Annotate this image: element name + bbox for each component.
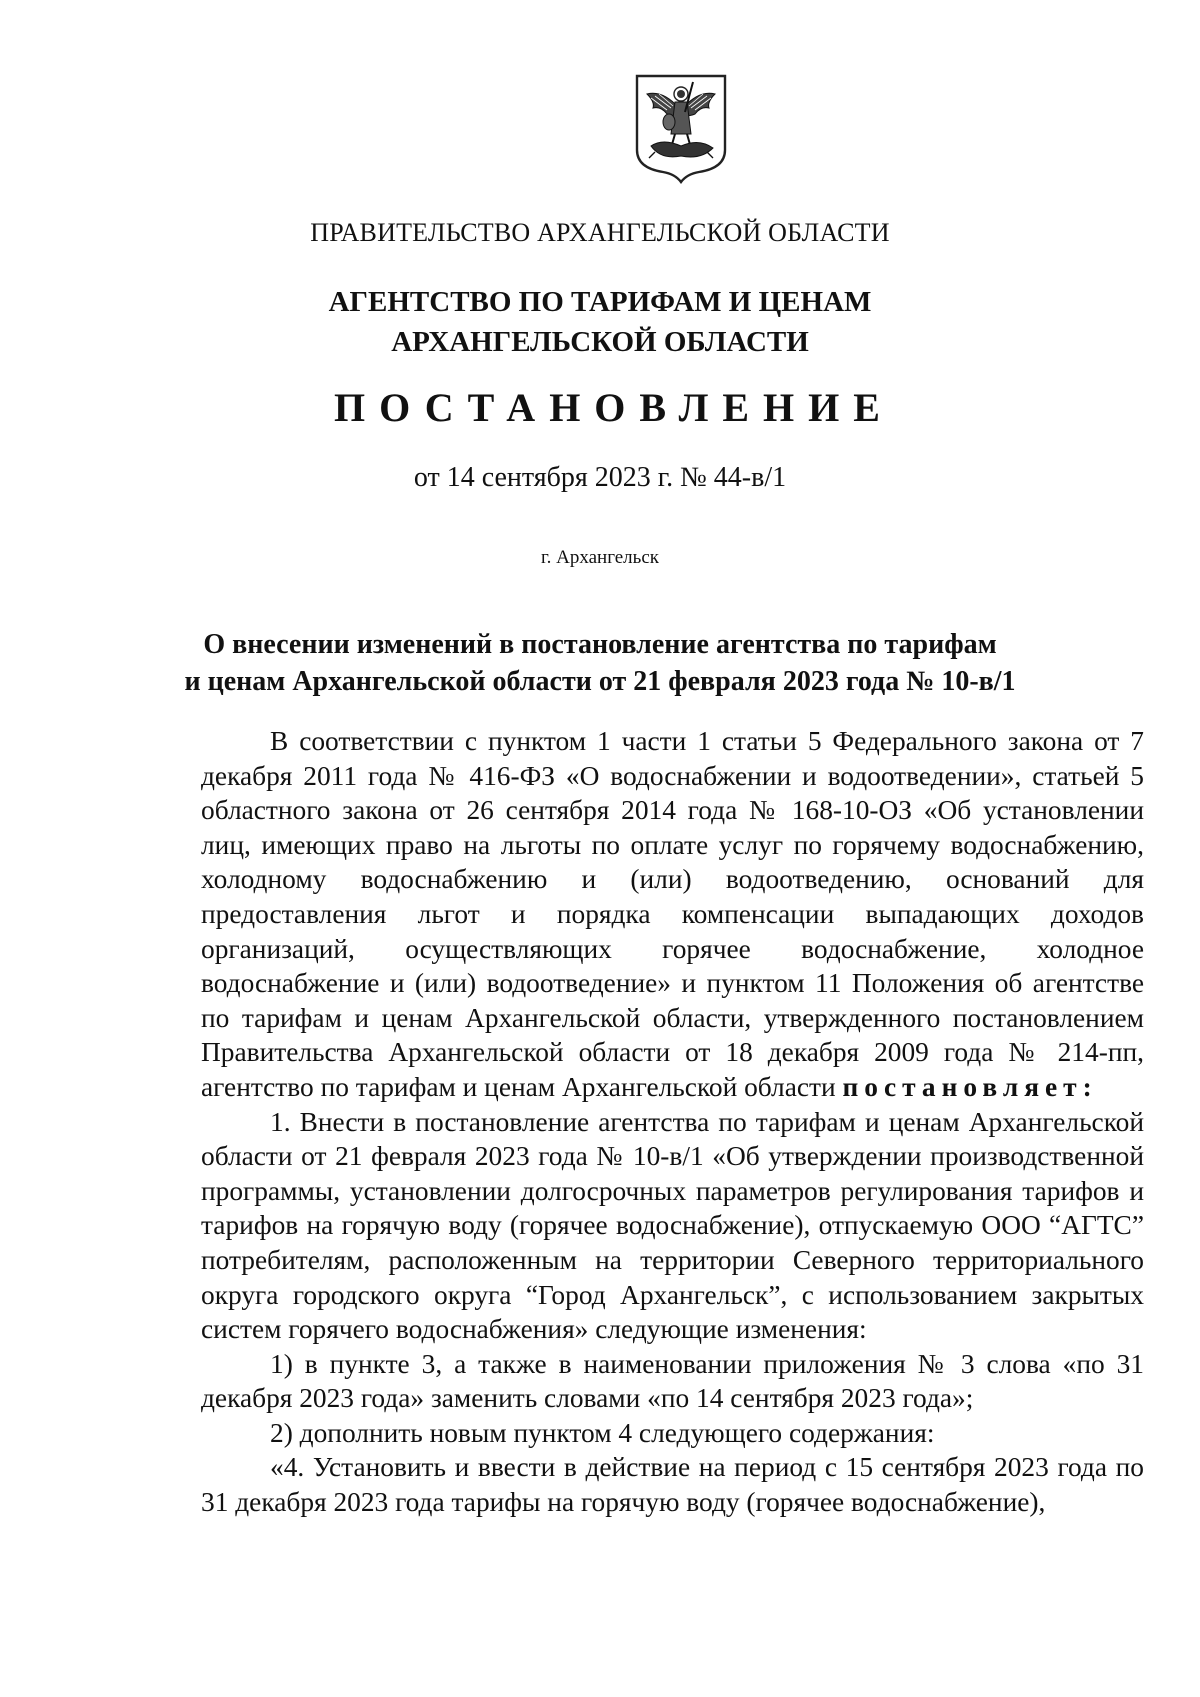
agency-title-line1: АГЕНТСТВО ПО ТАРИФАМ И ЦЕНАМ bbox=[328, 286, 872, 318]
subject-line2: и ценам Архангельской области от 21 февраля 2023 года № 10-в/1 bbox=[184, 666, 1016, 697]
document-date-number: от 14 сентября 2023 г. № 44-в/1 bbox=[413, 462, 787, 493]
preamble-paragraph bbox=[201, 724, 1144, 1105]
resolves-word: постановляет bbox=[842, 1071, 1083, 1102]
quoted-item-4-paragraph: «4. Установить и ввести в действие на период с 15 сентября 2023 года по 31 декабря 2023 года тарифы на горячую воду (горячее водоснабжение), bbox=[201, 1452, 1144, 1518]
document-subject bbox=[0, 626, 1200, 700]
subitem-2-paragraph: 2) дополнить новым пунктом 4 следующего содержания: bbox=[270, 1417, 935, 1448]
document-body bbox=[201, 724, 1144, 1520]
agency-title bbox=[0, 282, 1200, 362]
item-1-paragraph: 1. Внести в постановление агентства по тарифам и ценам Архангельской области от 21 февраля 2023 года № 10-в/1 «Об утверждении производственной программы, установлении долгосрочных параметров регулирования тарифов и тарифов на горячую воду (горячее водоснабжение), отпускаемую ООО “АГТС” потребителям, расположенным на территории Северного территориального округа городского округа “Город Архангельск”, с использованием закрытых систем горячего водоснабжения» следующие изменения: bbox=[201, 1106, 1144, 1345]
coat-of-arms-emblem bbox=[633, 72, 729, 184]
subitem-1-paragraph: 1) в пункте 3, а также в наименовании приложения № 3 слова «по 31 декабря 2023 года» заменить словами «по 14 сентября 2023 года»; bbox=[201, 1348, 1144, 1414]
resolves-colon: : bbox=[1082, 1071, 1092, 1102]
document-type: ПОСТАНОВЛЕНИЕ bbox=[334, 385, 894, 430]
government-title: ПРАВИТЕЛЬСТВО АРХАНГЕЛЬСКОЙ ОБЛАСТИ bbox=[310, 218, 890, 247]
subject-line1: О внесении изменений в постановление агентства по тарифам bbox=[203, 629, 997, 660]
agency-title-line2: АРХАНГЕЛЬСКОЙ ОБЛАСТИ bbox=[391, 326, 809, 358]
document-city: г. Архангельск bbox=[540, 547, 659, 568]
preamble-text: В соответствии с пунктом 1 части 1 статьи 5 Федерального закона от 7 декабря 2011 года № 416-ФЗ «О водоснабжении и водоотведении», статьей 5 областного закона от 26 сентября 2014 года № 168-10-ОЗ «Об установлении лиц, имеющих право на льготы по оплате услуг по горячему водоснабжению, холодному водоснабжению и (или) водоотведению, оснований для предоставления льгот и порядка компенсации выпадающих доходов организаций, осуществляющих горячее водоснабжение, холодное водоснабжение и (или) водоотведение» и пунктом 11 Положения об агентстве по тарифам и ценам Архангельской области, утвержденного постановлением Правительства Архангельской области от 18 декабря 2009 года № 214-пп, агентство по тарифам и ценам Архангельской области bbox=[201, 726, 1144, 1102]
